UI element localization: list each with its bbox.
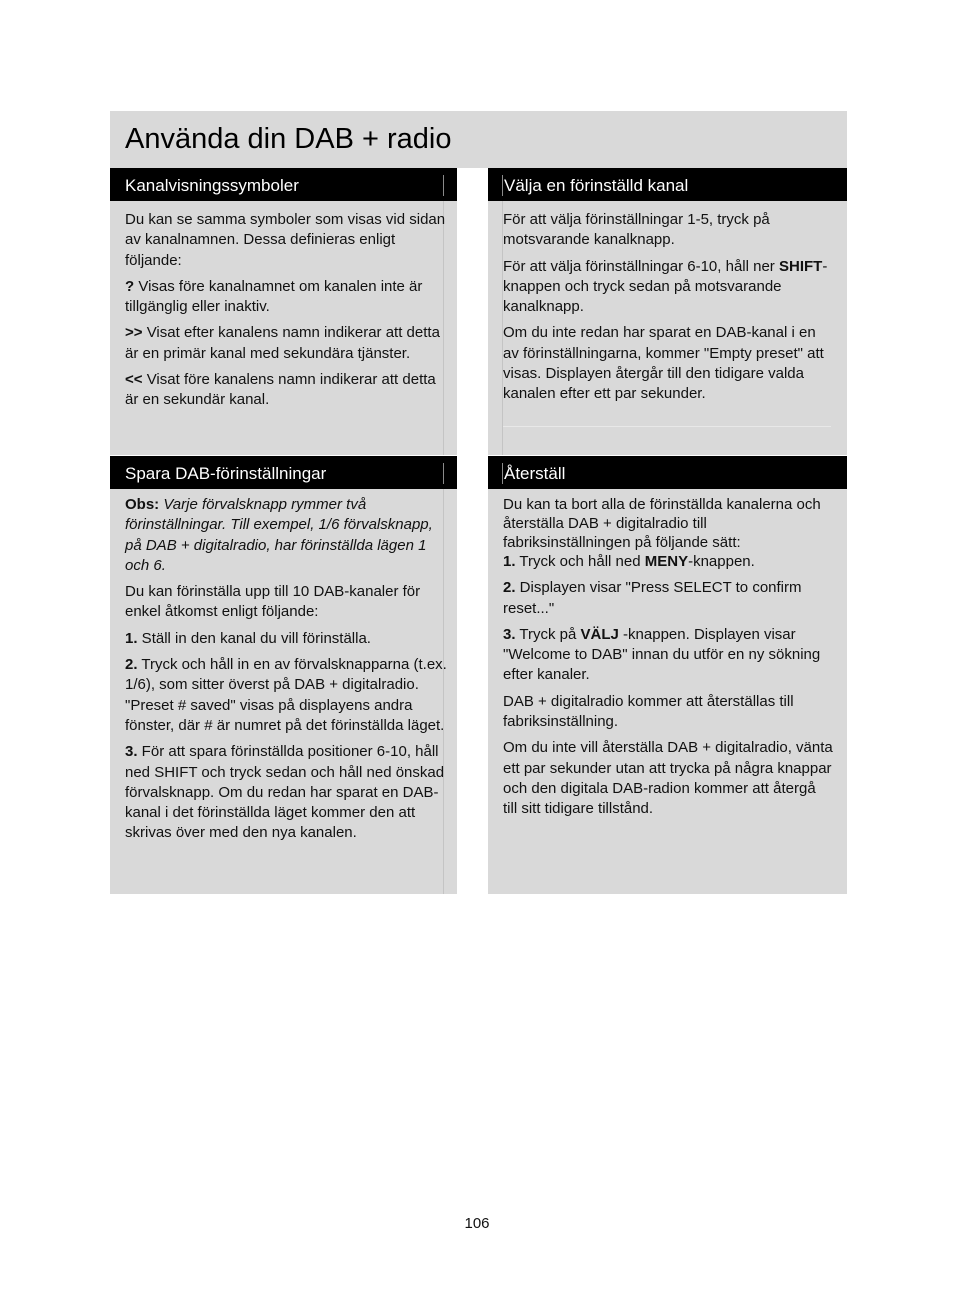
page-number: 106 [464,1215,490,1232]
heading-divider [502,175,503,196]
page-title: Använda din DAB + radio [125,123,452,155]
section-body [503,495,833,826]
step-text: För att spara förinställda positioner 6-10, håll ned SHIFT och tryck sedan och håll ned önskad förvalsknapp. Om du redan har sparat en DAB-kanal i det förinställda läget kommer den att skrivas över med den nya kanalen. [125,743,445,842]
step-text: -knappen. Displayen visar "Welcome to DAB" innan du utför en ny sökning efter kanaler. [503,625,821,684]
step-text: -knappen. [688,553,755,570]
paragraph: För att välja förinställningar 1-5, tryck på motsvarande kanalknapp. [503,211,770,249]
section-reset [488,456,847,894]
step-number: 3. [125,743,138,761]
step [125,655,447,736]
step-number: 3. [503,625,516,643]
note-label: Obs: [125,496,160,513]
step-number: 2. [125,656,138,674]
section-heading: Återställ [488,456,847,489]
heading-divider [443,175,444,196]
paragraph: Du kan förinställa upp till 10 DAB-kanaler för enkel åtkomst enligt följande: [125,583,421,621]
step-number: 2. [503,579,516,597]
step [503,625,833,686]
section-heading: Välja en förinställd kanal [488,168,847,201]
section-heading: Kanalvisningssymboler [110,168,457,201]
symbol-text: Visas före kanalnamnet om kanalen inte är tillgänglig eller inaktiv. [125,277,423,316]
section-channel-symbols [110,168,457,455]
key-name: MENY [644,553,689,570]
step-text: Displayen visar "Press SELECT to confirm reset..." [503,579,802,617]
title-band [110,111,847,168]
section-save-presets [110,456,457,894]
note [125,495,447,576]
paragraph: Du kan ta bort alla de förinställda kanalerna och återställa DAB + digitalradio till fabriksinställningen på följande sätt: [503,496,821,551]
symbol: ? [125,277,135,295]
symbol-text: Visat före kanalens namn indikerar att detta är en sekundär kanal. [125,371,436,409]
step-number: 1. [503,553,516,570]
heading-divider [502,463,503,484]
symbol-item [125,277,447,318]
section-heading: Spara DAB-förinställningar [110,456,457,489]
text: För att välja förinställningar 6-10, håll ner [503,257,779,275]
paragraph [503,257,833,318]
step [503,552,833,572]
step-number: 1. [125,629,138,647]
step-text: Tryck och håll in en av förvalsknapparna (t.ex. 1/6), som sitter överst på DAB + digitalradio. "Preset # saved" visas på displayens andra fönster, där # är numret på det förinställda läget. [125,656,447,734]
section-body [125,495,447,850]
step [503,578,833,619]
step [125,629,447,649]
key-name: VÄLJ [580,625,619,643]
section-select-preset [488,168,847,455]
step-text: Ställ in den kanal du vill förinställa. [137,629,371,647]
paragraph: DAB + digitalradio kommer att återställas till fabriksinställning. [503,692,794,731]
section-body [125,210,447,417]
key-name: SHIFT [778,257,823,275]
symbol: >> [125,324,143,342]
symbol-item [125,370,447,411]
symbol: << [125,371,143,389]
step [125,742,447,843]
symbol-item [125,323,447,364]
step-text: Tryck på [515,625,581,643]
section-body [503,210,833,411]
symbol-text: Visat efter kanalens namn indikerar att detta är en primär kanal med sekundära tjänster. [125,324,440,362]
step-text: Tryck och håll ned [515,553,645,570]
separator [503,426,831,427]
paragraph: Om du inte redan har sparat en DAB-kanal i en av förinställningarna, kommer "Empty preset" att visas. Displayen återgår till den tidigare valda kanalen efter ett par sekunder. [503,324,824,403]
paragraph: Om du inte vill återställa DAB + digitalradio, vänta ett par sekunder utan att trycka på några knappar och den digitala DAB-radion kommer att återgå till sitt tidigare tillstånd. [503,739,833,818]
text: -knappen och tryck sedan på motsvarande kanalknapp. [503,257,828,316]
heading-divider [443,463,444,484]
note-text: Varje förvalsknapp rymmer två förinställningar. Till exempel, 1/6 förvalsknapp, på DAB + digitalradio, har förinställda lägen 1 och 6. [125,496,433,574]
paragraph: Du kan se samma symboler som visas vid sidan av kanalnamnen. Dessa definieras enligt följande: [125,211,446,269]
